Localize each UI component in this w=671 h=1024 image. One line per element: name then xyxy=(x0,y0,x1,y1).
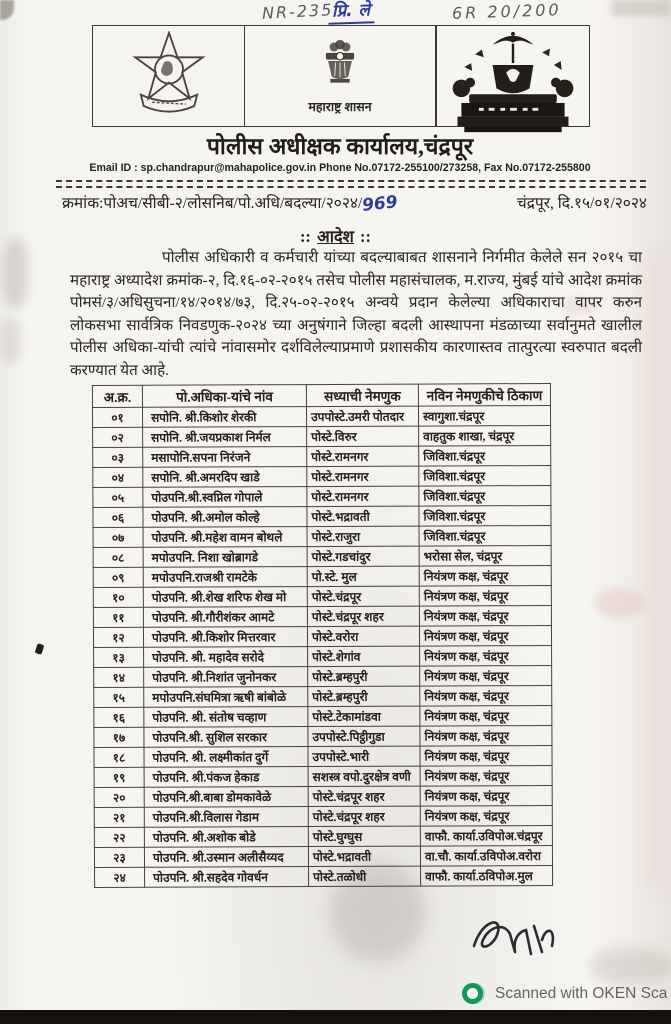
cell-current-posting: पोस्टे.भद्रावती xyxy=(308,846,420,866)
cell-current-posting: पोस्टे.चंद्रपूर xyxy=(307,586,419,606)
table-row xyxy=(93,546,551,568)
cell-new-posting: नियंत्रण कक्ष, चंद्रपूर xyxy=(420,666,552,687)
transfer-order-table xyxy=(92,383,553,888)
scan-bleedthrough-artifact xyxy=(0,318,20,364)
table-row xyxy=(93,466,551,488)
cell-new-posting: नियंत्रण कक्ष, चंद्रपूर xyxy=(420,646,552,667)
cell-current-posting: पोस्टे.ब्रम्हपुरी xyxy=(308,666,420,686)
cell-officer-name: पोउपनि. श्री.अशोक बोडे xyxy=(144,827,308,848)
cell-current-posting: पोस्टे.भद्रावती xyxy=(307,506,419,526)
cell-officer-name: पोउपनि.श्री.बाबा डोमकावेळे xyxy=(144,787,308,808)
handwritten-code-center: प्रि. ले xyxy=(328,0,375,25)
cell-officer-name: पोउपनि. श्री.निशांत जुनोनकर xyxy=(144,667,308,688)
cell-new-posting: जिविशा.चंद्रपूर xyxy=(419,526,551,547)
cell-current-posting: उपपोस्टे.उमरी पोतदार xyxy=(307,406,419,426)
cell-officer-name: पोउपनि. श्री.शेख शरिफ शेख मो xyxy=(143,587,307,608)
govt-caption: महाराष्ट्र शासन xyxy=(308,99,372,114)
cell-current-posting: पोस्टे.रामनगर xyxy=(307,486,419,506)
table-row xyxy=(94,745,552,767)
table-row xyxy=(94,765,552,787)
table-row xyxy=(93,526,551,548)
cell-serial: ०९ xyxy=(93,567,143,587)
scan-edge-band-artifact xyxy=(641,250,667,890)
govt-emblem-box xyxy=(244,25,436,127)
cell-current-posting: सशस्त्र वपो.दुरक्षेत्र वणी xyxy=(308,766,420,786)
margin-mark xyxy=(35,643,45,655)
cell-new-posting: वाफौ. कार्या.ठविपोअ.मुल xyxy=(421,865,553,886)
office-title: पोलीस अधीक्षक कार्यालय,चंद्रपूर xyxy=(206,134,474,159)
scanner-watermark-label: Scanned with OKEN Sca xyxy=(495,984,668,1002)
cell-new-posting: जिविशा.चंद्रपूर xyxy=(419,506,551,527)
place-and-date: चंद्रपूर, दि.१५/०१/२०२४ xyxy=(516,195,647,212)
bottom-black-bar xyxy=(0,1010,671,1024)
cell-current-posting: पोस्टे.टेकामांडवा xyxy=(308,706,420,726)
cell-serial: ०२ xyxy=(93,427,143,447)
cell-officer-name: मपोउपनि. निशा खोब्रागडे xyxy=(143,547,307,568)
cell-officer-name: पोउपनि. श्री.सहदेव गोवर्धन xyxy=(145,867,309,888)
scan-bleedthrough-artifact xyxy=(2,238,28,308)
cell-new-posting: नियंत्रण कक्ष, चंद्रपूर xyxy=(420,745,552,766)
cell-new-posting: नियंत्रण कक्ष, चंद्रपूर xyxy=(419,566,551,587)
divider-rule xyxy=(56,180,646,188)
table-row xyxy=(93,626,551,648)
cell-new-posting: वा.चौ. कार्या.उविपोअ.वरोरा xyxy=(420,845,552,866)
handwritten-code-right: 6R 20/200 xyxy=(451,0,562,23)
oken-scanner-icon xyxy=(462,983,483,1004)
col-officer-name: पो.अधिका-यांचे नांव xyxy=(142,385,306,408)
cell-new-posting: नियंत्रण कक्ष, चंद्रपूर xyxy=(420,725,552,746)
cell-serial: ०१ xyxy=(93,407,143,427)
cell-new-posting: भरोसा सेल, चंद्रपूर xyxy=(419,546,551,567)
cell-serial: १६ xyxy=(94,707,144,727)
cell-officer-name: पोउपनि. श्री. लक्ष्मीकांत दुर्गे xyxy=(144,747,308,768)
handwritten-code-left: NR-235 xyxy=(261,0,334,23)
cell-serial: १५ xyxy=(94,687,144,707)
letterhead-emblem-band xyxy=(92,25,590,127)
cell-serial: ०४ xyxy=(93,467,143,487)
cell-new-posting: नियंत्रण कक्ष, चंद्रपूर xyxy=(419,626,551,647)
table-row xyxy=(95,865,553,887)
table-row xyxy=(93,506,551,528)
cell-new-posting: जिविशा.चंद्रपूर xyxy=(419,466,551,487)
police-emblem-box xyxy=(92,25,244,127)
cell-officer-name: पोउपनि. श्री.उस्मान अलीसैय्यद xyxy=(144,847,308,868)
cell-current-posting: पोस्टे.ब्रम्हपुरी xyxy=(308,686,420,706)
reference-number: क्रमांक:पोअच/सीबी-२/लोसनिब/पो.अधि/बदल्या/२०२४/969 xyxy=(62,192,399,216)
cell-current-posting: पोस्टे.रामनगर xyxy=(307,446,419,466)
table-row xyxy=(93,446,551,468)
cell-current-posting: पोस्टे.गडचांदुर xyxy=(307,546,419,566)
cell-new-posting: वाफौ. कार्या.उविपोअ.चंद्रपूर xyxy=(420,825,552,846)
cell-serial: ०८ xyxy=(93,547,143,567)
cell-current-posting: उपपोस्टे.पिट्ठीगुडा xyxy=(308,726,420,746)
cell-current-posting: पो.स्टे. मुल xyxy=(307,566,419,586)
table-row xyxy=(94,805,552,827)
cell-current-posting: पोस्टे.घुग्घुस xyxy=(308,826,420,846)
col-new-posting: नविन नेमणुकीचे ठिकाण xyxy=(418,384,550,407)
cell-new-posting: नियंत्रण कक्ष, चंद्रपूर xyxy=(420,765,552,786)
table-row xyxy=(94,706,552,728)
cell-officer-name: पोउपनि. श्री. संतोष चव्हाण xyxy=(144,707,308,728)
cell-officer-name: सपोनि. श्री.अमरदिप खाडे xyxy=(143,467,307,488)
cell-serial: २४ xyxy=(95,867,145,887)
cell-serial: २३ xyxy=(94,847,144,867)
cell-serial: १७ xyxy=(94,727,144,747)
cell-officer-name: पोउपनि.श्री.विलास गेडाम xyxy=(144,807,308,828)
table-row xyxy=(93,486,551,508)
cell-serial: ०७ xyxy=(93,527,143,547)
cell-new-posting: नियंत्रण कक्ष, चंद्रपूर xyxy=(420,706,552,727)
table-row xyxy=(94,686,552,708)
handwritten-signature xyxy=(468,912,564,962)
cell-serial: १३ xyxy=(94,647,144,667)
handwritten-ref-number: 969 xyxy=(361,192,399,216)
table-row xyxy=(93,566,551,588)
table-row xyxy=(94,825,552,847)
cell-current-posting: पोस्टे.रामनगर xyxy=(307,466,419,486)
cell-serial: २१ xyxy=(94,807,144,827)
order-body-paragraph: पोलीस अधिकारी व कर्मचारी यांच्या बदल्याबाबत शासनाने निर्गमीत केलेले सन २०१५ चा महाराष्ट्र अध्यादेश क्रमांक-२, दि.१६-०२-२०१५ तसेच पोलीस महासंचालक, म.राज्य, मुंबई यांचे आदेश क्रमांक पोमसं/३/अधिसुचना/१४/२०१४/७३, दि.२५-०२-२०१५ अन्वये प्रदान केलेल्या अधिकाराचा वापर करुन लोकसभा सार्वत्रिक निवडणुक-२०२४ च्या अनुषंगाने जिल्हा बदली आस्थापना मंडळाच्या सर्वानुमते खालील पोलीस अधिका-यांची त्यांचे नांवासमोर दर्शविलेल्याप्रमाणे प्रशासकीय कारणास्तव तात्पुरत्या स्वरुपात बदली करण्यात येत आहे. xyxy=(70,249,642,379)
cell-serial: ०५ xyxy=(93,487,143,507)
cell-new-posting: नियंत्रण कक्ष, चंद्रपूर xyxy=(419,606,551,627)
cell-new-posting: नियंत्रण कक्ष, चंद्रपूर xyxy=(420,785,552,806)
cell-officer-name: पोउपनि. श्री.किशोर मित्तरवार xyxy=(143,627,307,648)
contact-line: Email ID : sp.chandrapur@mahapolice.gov.in Phone No.07172-255100/273258, Fax No.07172-255800 xyxy=(89,162,591,174)
cell-new-posting: जिविशा.चंद्रपूर xyxy=(419,486,551,507)
cell-serial: ०३ xyxy=(93,447,143,467)
cell-officer-name: पोउपनि. श्री.पंकज हेकाड xyxy=(144,767,308,788)
table-row xyxy=(94,646,552,668)
cell-serial: १४ xyxy=(94,667,144,687)
cell-officer-name: पोउपनि. श्री.महेश वामन बोथले xyxy=(143,527,307,548)
maharashtra-police-star-icon xyxy=(131,31,207,121)
scan-smear-artifact xyxy=(591,948,671,984)
cell-current-posting: पोस्टे.चंद्रपूर शहर xyxy=(307,606,419,626)
order-heading: :: आदेश :: xyxy=(299,227,372,246)
cell-current-posting: पोस्टे.वरोरा xyxy=(307,626,419,646)
cell-current-posting: पोस्टे.तळोधी xyxy=(309,866,421,886)
cell-officer-name: पोउपनि.श्री.स्वप्निल गोपाले xyxy=(143,487,307,508)
cell-officer-name: मपोउपनि.संघमित्रा ऋषी बांबोळे xyxy=(144,687,308,708)
table-row xyxy=(93,586,551,608)
rajmudra-box xyxy=(436,25,590,127)
table-row xyxy=(93,606,551,628)
cell-officer-name: पोउपनि. श्री.अमोल कोल्हे xyxy=(143,507,307,528)
cell-new-posting: नियंत्रण कक्ष, चंद्रपूर xyxy=(420,805,552,826)
scan-stain-artifact xyxy=(594,588,644,618)
cell-officer-name: सपोनि. श्री.जयप्रकाश निर्मल xyxy=(143,427,307,448)
cell-new-posting: वाहतुक शाखा, चंद्रपूर xyxy=(419,426,551,447)
scan-corner-artifact xyxy=(0,0,14,20)
cell-new-posting: स्वागुशा.चंद्रपूर xyxy=(418,406,550,427)
table-row xyxy=(94,666,552,688)
cell-serial: ०६ xyxy=(93,507,143,527)
col-current-posting: सध्याची नेमणुक xyxy=(306,384,418,406)
cell-current-posting: उपपोस्टे.भारी xyxy=(308,746,420,766)
scan-smear-artifact xyxy=(611,0,671,16)
cell-officer-name: सपोनि. श्री.किशोर शेरकी xyxy=(143,407,307,428)
table-row xyxy=(94,785,552,807)
cell-current-posting: पोस्टे.राजुरा xyxy=(307,526,419,546)
table-row xyxy=(94,725,552,747)
cell-officer-name: मपोउपनि.राजश्री रामटेके xyxy=(143,567,307,588)
cell-officer-name: पोउपनि. श्री.गौरीशंकर आमटे xyxy=(143,607,307,628)
cell-new-posting: जिविशा.चंद्रपूर xyxy=(419,446,551,467)
cell-new-posting: नियंत्रण कक्ष, चंद्रपूर xyxy=(420,686,552,707)
cell-current-posting: पोस्टे.शेगांव xyxy=(308,646,420,666)
cell-officer-name: पोउपनि.श्री. सुशिल सरकार xyxy=(144,727,308,748)
cell-serial: १९ xyxy=(94,767,144,787)
cell-serial: २० xyxy=(94,787,144,807)
col-serial: अ.क्र. xyxy=(92,385,142,407)
cell-officer-name: मसापोनि.सपना निरंजने xyxy=(143,447,307,468)
cell-serial: १० xyxy=(93,587,143,607)
cell-current-posting: पोस्टे.विरुर xyxy=(307,426,419,446)
reference-row xyxy=(62,191,647,216)
table-row xyxy=(94,845,552,867)
table-header-row xyxy=(92,384,550,408)
cell-serial: ११ xyxy=(93,607,143,627)
cell-current-posting: पोस्टे.चंद्रपूर शहर xyxy=(308,786,420,806)
cell-serial: २२ xyxy=(94,827,144,847)
ashoka-emblem-icon xyxy=(317,38,363,96)
table-row xyxy=(93,426,551,448)
scanner-watermark xyxy=(462,983,667,1004)
cell-serial: १८ xyxy=(94,747,144,767)
cell-new-posting: नियंत्रण कक्ष, चंद्रपूर xyxy=(419,586,551,607)
table-row xyxy=(93,406,551,428)
cell-officer-name: पोउपनि. श्री. महादेव सरोदे xyxy=(144,647,308,668)
cell-current-posting: पोस्टे.चंद्रपूर शहर xyxy=(308,806,420,826)
cell-serial: १२ xyxy=(93,627,143,647)
rajmudra-illustration-icon xyxy=(440,28,586,140)
